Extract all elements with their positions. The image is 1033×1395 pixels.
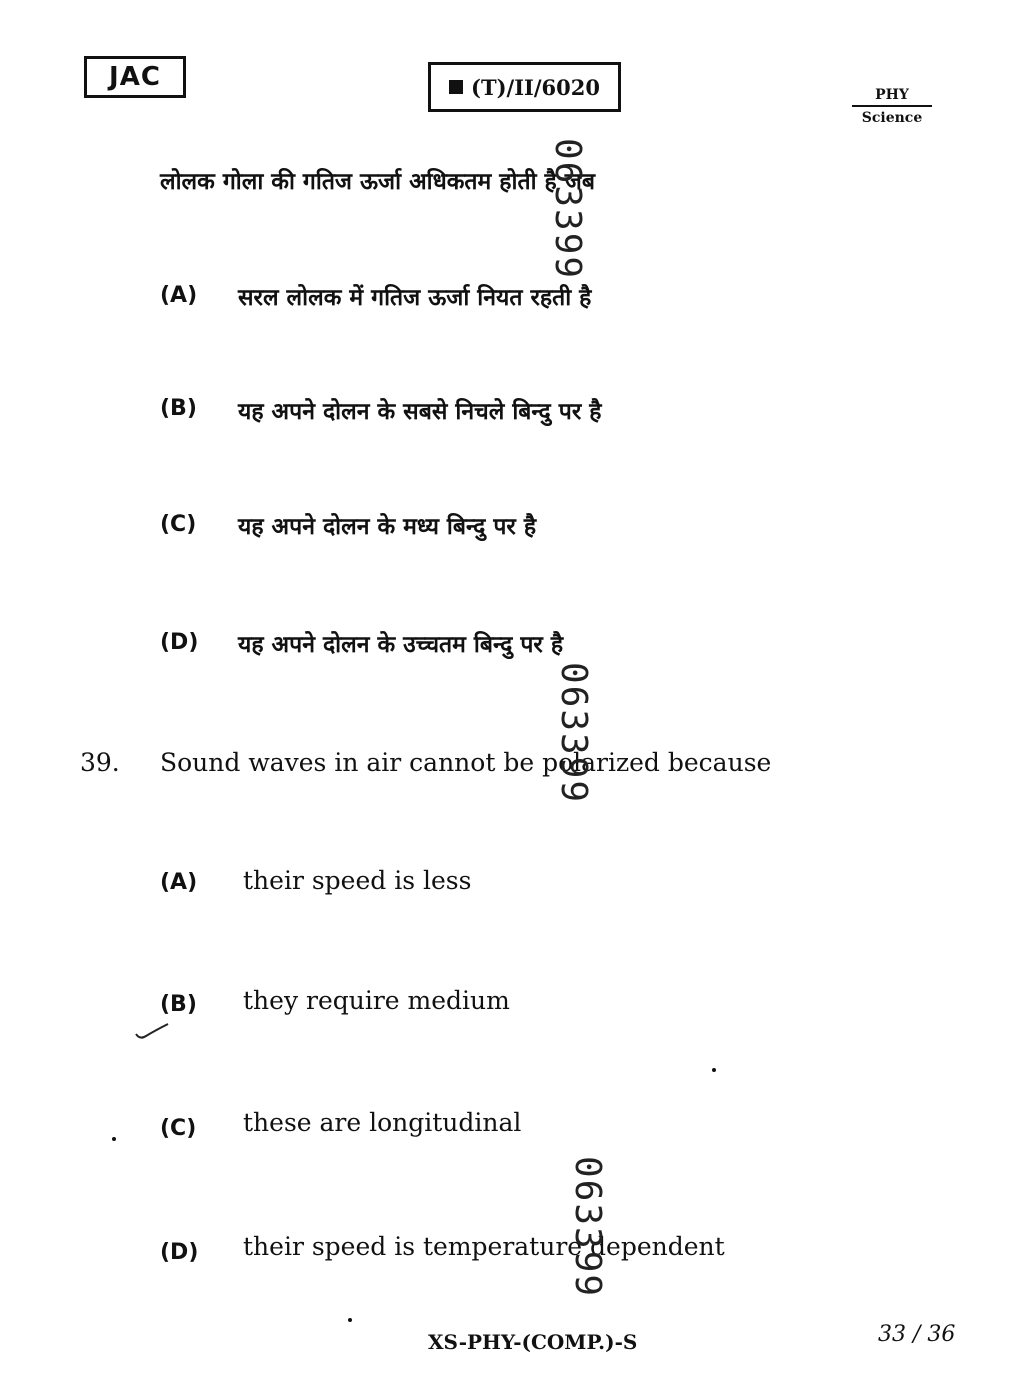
- scan-speck: [712, 1068, 716, 1072]
- q39-option-a-text: their speed is less: [243, 866, 472, 895]
- q39-option-d-text: their speed is temperature dependent: [243, 1232, 725, 1261]
- square-bullet-icon: [449, 80, 463, 94]
- q38-option-b-label: (B): [160, 396, 197, 421]
- serial-stamp-bottom: 063399: [567, 1156, 608, 1299]
- question-38-stem: लोलक गोला की गतिज ऊर्जा अधिकतम होती है जब: [160, 169, 595, 195]
- scan-speck: [348, 1318, 352, 1322]
- subject-code: PHY: [852, 86, 932, 107]
- q38-option-a-text: सरल लोलक में गतिज ऊर्जा नियत रहती है: [238, 285, 592, 311]
- q38-option-c-text: यह अपने दोलन के मध्य बिन्दु पर है: [238, 514, 537, 540]
- q39-option-c-label: (C): [160, 1116, 197, 1141]
- q38-option-a-label: (A): [160, 283, 198, 308]
- serial-stamp-top: 063399: [547, 138, 588, 281]
- serial-stamp-middle: 063399: [553, 662, 594, 805]
- question-39-stem: Sound waves in air cannot be polarized because: [160, 748, 772, 777]
- scan-speck: [112, 1137, 116, 1141]
- q39-option-b-label: (B): [160, 992, 197, 1017]
- question-39-number: 39.: [80, 748, 120, 777]
- footer-paper-code: XS-PHY-(COMP.)-S: [428, 1330, 638, 1354]
- q39-option-b-text: they require medium: [243, 986, 510, 1015]
- paper-code-box: [428, 62, 621, 112]
- q39-option-c-text: these are longitudinal: [243, 1108, 522, 1137]
- q38-option-d-text: यह अपने दोलन के उच्चतम बिन्दु पर है: [238, 632, 564, 658]
- board-label: JAC: [84, 56, 186, 98]
- q39-option-a-label: (A): [160, 870, 198, 895]
- paper-code: (T)/II/6020: [471, 74, 600, 100]
- subject-tag: [852, 86, 932, 127]
- q38-option-d-label: (D): [160, 630, 199, 655]
- q39-option-d-label: (D): [160, 1240, 199, 1265]
- q38-option-c-label: (C): [160, 512, 197, 537]
- page-number: 33 / 36: [878, 1322, 956, 1347]
- tick-mark-icon: [132, 1020, 172, 1044]
- q38-option-b-text: यह अपने दोलन के सबसे निचले बिन्दु पर है: [238, 399, 602, 425]
- subject-name: Science: [861, 110, 923, 126]
